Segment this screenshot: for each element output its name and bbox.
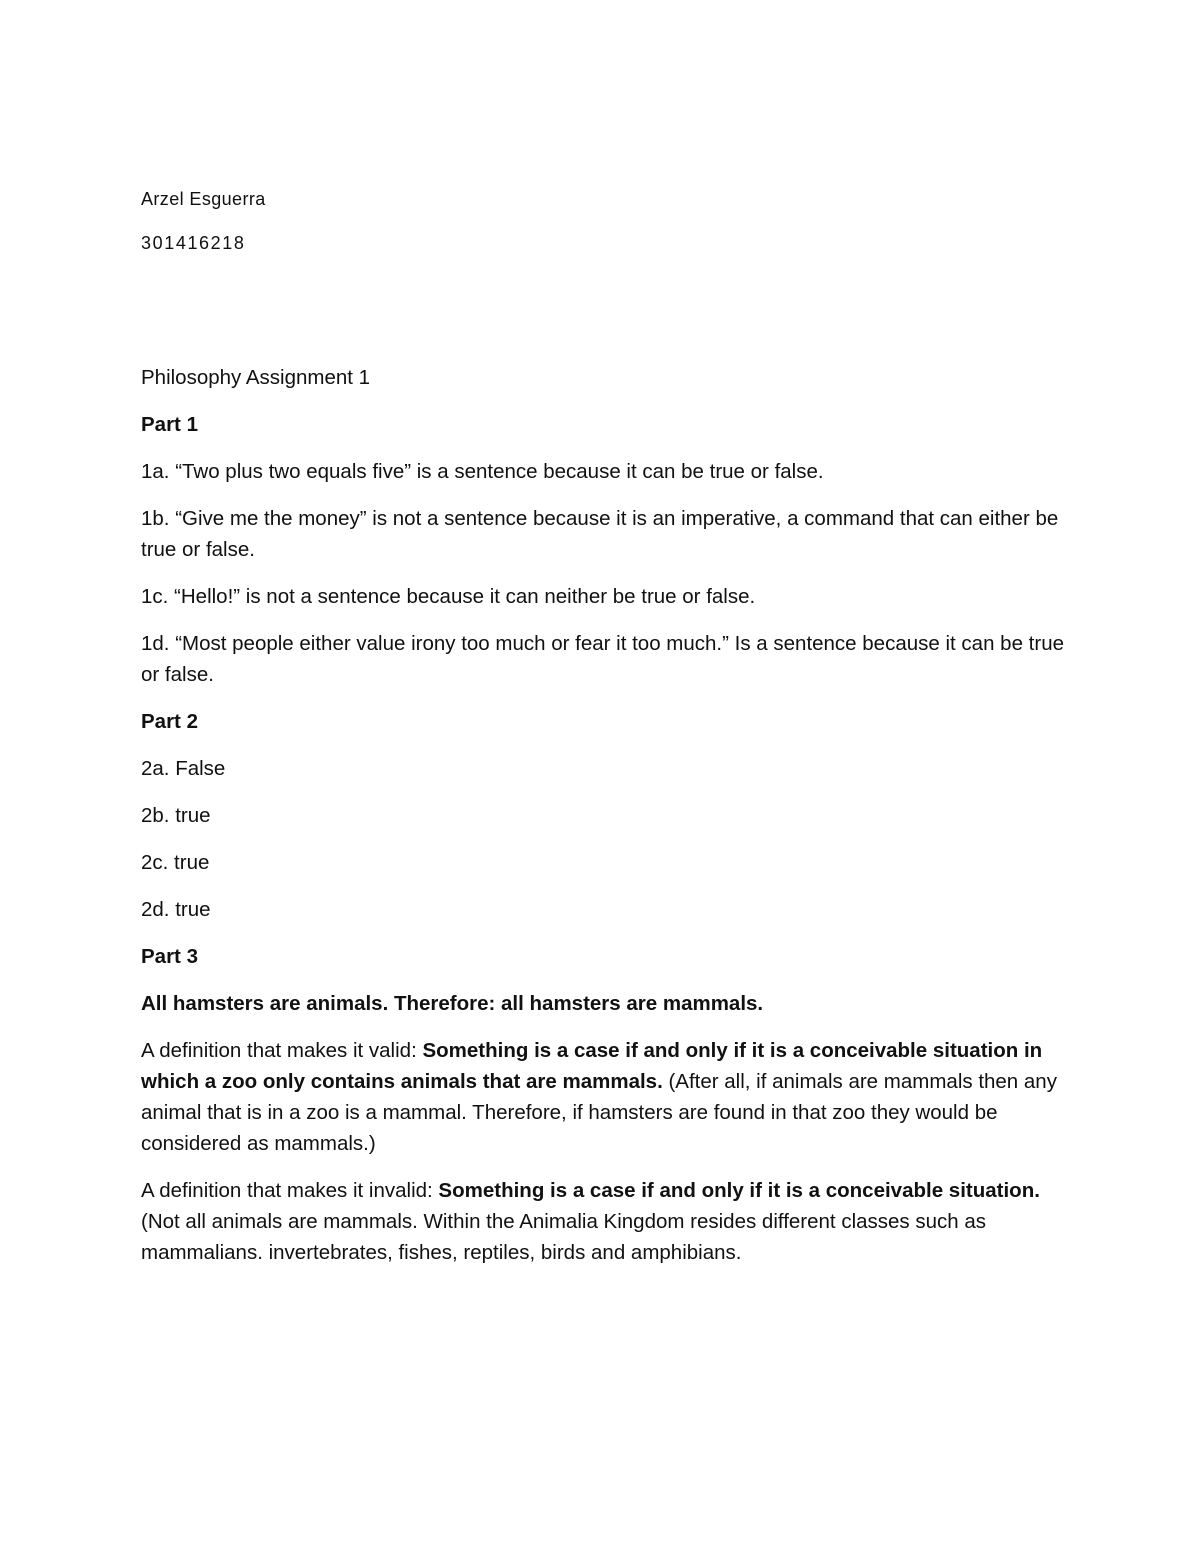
author-name: Arzel Esguerra bbox=[141, 189, 266, 209]
invalid-definition-paragraph bbox=[141, 1175, 1066, 1268]
invalid-definition: Something is a case if and only if it is a conceivable situation. bbox=[438, 1179, 1040, 1202]
answer-1d: 1d. “Most people either value irony too much or fear it too much.” Is a sentence because it can be true or false. bbox=[141, 632, 1065, 686]
part3-heading: Part 3 bbox=[141, 945, 198, 968]
invalid-explanation: (Not all animals are mammals. Within the Animalia Kingdom resides different classes such as mammalians. invertebrates, fishes, reptiles, birds and amphibians. bbox=[141, 1210, 987, 1264]
part1-heading: Part 1 bbox=[141, 413, 198, 436]
answer-1c: 1c. “Hello!” is not a sentence because it can neither be true or false. bbox=[141, 585, 756, 608]
valid-definition: Something is a case if and only if it is a conceivable situation in which a zoo only contains animals that are mammals. bbox=[141, 1039, 1043, 1093]
document-body bbox=[141, 184, 1066, 1268]
answer-2a: 2a. False bbox=[141, 757, 226, 780]
answer-2b: 2b. true bbox=[141, 804, 211, 827]
valid-explanation: (After all, if animals are mammals then any animal that is in a zoo is a mammal. Therefore, if hamsters are found in that zoo they would be considered as mammals.) bbox=[141, 1070, 1057, 1155]
valid-definition-paragraph bbox=[141, 1035, 1066, 1159]
student-id: 301416218 bbox=[141, 233, 246, 253]
part3-argument: All hamsters are animals. Therefore: all hamsters are mammals. bbox=[141, 992, 764, 1015]
answer-1b: 1b. “Give me the money” is not a sentence because it is an imperative, a command that can either be true or false. bbox=[141, 507, 1059, 561]
answer-2c: 2c. true bbox=[141, 851, 210, 874]
answer-2d: 2d. true bbox=[141, 898, 211, 921]
invalid-lead: A definition that makes it invalid: bbox=[141, 1179, 439, 1202]
answer-1a: 1a. “Two plus two equals five” is a sentence because it can be true or false. bbox=[141, 460, 824, 483]
valid-lead: A definition that makes it valid: bbox=[141, 1039, 423, 1062]
assignment-title: Philosophy Assignment 1 bbox=[141, 366, 371, 389]
part2-heading: Part 2 bbox=[141, 710, 198, 733]
